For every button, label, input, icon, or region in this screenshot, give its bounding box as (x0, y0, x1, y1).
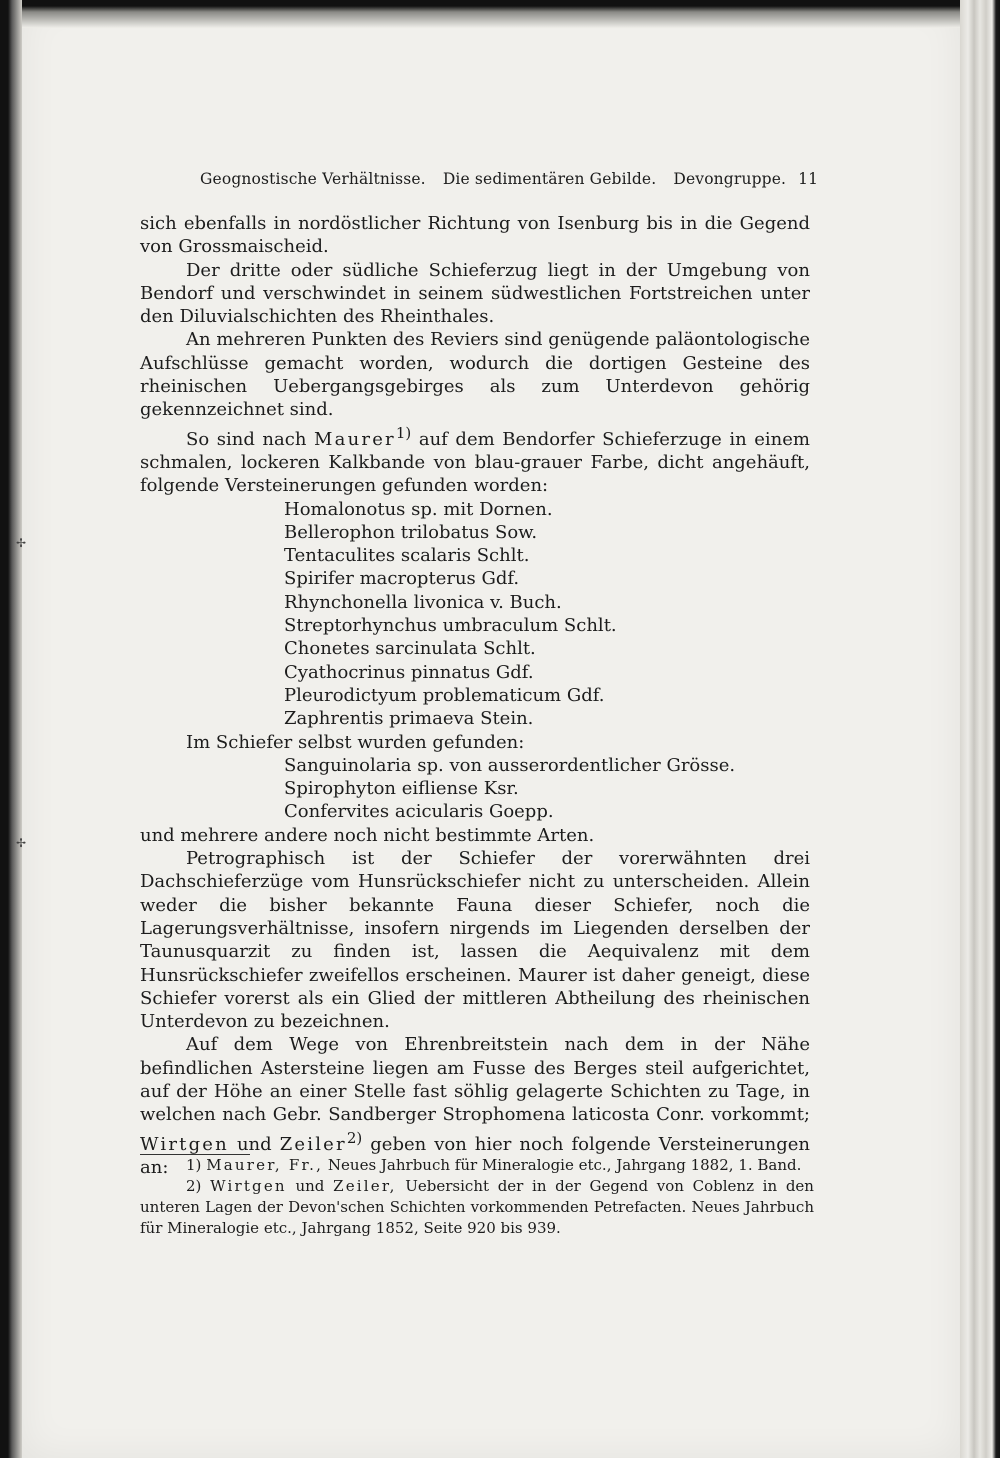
paragraph: und mehrere andere noch nicht bestimmte Arten. (140, 824, 595, 846)
fossil-item: Streptorhynchus umbraculum Schlt. (284, 615, 617, 637)
author-name: Zeiler, (333, 1177, 397, 1195)
author-name: Wirtgen (140, 1133, 229, 1155)
margin-mark-icon: ✢ (16, 536, 27, 550)
running-title-part: Geognostische Verhältnisse. (200, 170, 426, 188)
top-page-edge (22, 0, 960, 28)
fossil-item: Confervites acicularis Goepp. (284, 801, 554, 823)
paragraph: Der dritte oder südliche Schieferzug liegt in der Umgebung von Bendorf und verschwindet in seinem südwestlichen Fortstreichen unter den Diluvialschichten des Rheinthales. (140, 259, 810, 328)
left-binding-edge (0, 0, 22, 1458)
fossil-item: Pleurodictyum problematicum Gdf. (284, 684, 605, 706)
fossil-item: Homalonotus sp. mit Dornen. (284, 498, 553, 520)
running-title (200, 170, 798, 188)
text-run: Neues Jahrbuch für Mineralogie etc., Jahrgang 1882, 1. Band. (327, 1156, 802, 1174)
text-run: Uebersicht der in der Gegend von Coblenz in den unteren Lagen der Devon'schen Schichten vorkommenden Petrefacten. Neues Jahrbuch für Mineralogie etc., Jahrgang 1852, Seite 920 bis 939. (140, 1177, 814, 1237)
footnote-number: 1) (186, 1156, 202, 1174)
paragraph: An mehreren Punkten des Reviers sind genügende paläontologische Aufschlüsse gemacht worden, wodurch die dortigen Gesteine des rheinischen Uebergangsgebirges als zum Unterdevon gehörig gekennzeichnet sind. (140, 329, 810, 421)
text-run: Auf dem Wege von Ehrenbreitstein nach dem in der Nähe befindlichen Astersteine liegen am Fusse des Berges steil aufgerichtet, auf der Höhe an einer Stelle fast söhlig gelagerte Schichten zu Tage, in welchen nach Gebr. Sandberger Strophomena laticosta Conr. vorkommt; (140, 1034, 810, 1126)
author-name: Maurer, Fr., (206, 1156, 324, 1174)
text-run: So sind nach (186, 428, 307, 450)
text-run: und (236, 1133, 272, 1155)
fossil-item: Sanguinolaria sp. von ausserordentlicher Grösse. (284, 754, 736, 776)
margin-mark-icon: ✢ (16, 836, 27, 850)
fossil-item: Chonetes sarcinulata Schlt. (284, 638, 536, 660)
fossil-item: Bellerophon trilobatus Sow. (284, 521, 538, 543)
footnote-ref: 1) (395, 423, 412, 442)
footnote-number: 2) (186, 1177, 202, 1195)
right-page-stack-edge (960, 0, 1000, 1458)
footnote (140, 1155, 814, 1176)
running-header (200, 170, 819, 188)
fossil-item: Rhynchonella livonica v. Buch. (284, 591, 562, 613)
text-run: auf dem Bendorfer Schieferzuge in einem schmalen, lockeren Kalkbande von blau-grauer Farbe, dicht angehäuft, folgende Versteinerungen gefunden worden: (140, 428, 810, 497)
main-text (140, 212, 810, 1179)
fossil-item: Zaphrentis primaeva Stein. (284, 708, 534, 730)
text-run: geben von hier noch folgende Versteinerungen an: (140, 1133, 811, 1178)
footnote-ref: 2) (346, 1128, 363, 1147)
author-name: Maurer (314, 428, 396, 450)
footnotes (140, 1155, 814, 1239)
footnote (140, 1176, 814, 1239)
running-title-part: Die sedimentären Gebilde. (442, 170, 657, 188)
paragraph: Petrographisch ist der Schiefer der vorerwähnten drei Dachschieferzüge vom Hunsrückschiefer nicht zu unterscheiden. Allein weder die bisher bekannte Fauna dieser Schiefer, noch die Lagerungsverhältnisse, insofern nirgends im Liegenden derselben der Taunusquarzit zu finden ist, lassen die Aequivalenz mit dem Hunsrückschiefer zweifellos erscheinen. Maurer ist daher geneigt, diese Schiefer vorerst als ein Glied der mittleren Abtheilung des rheinischen Unterdevon zu bezeichnen. (140, 848, 810, 1033)
page-number: 11 (798, 170, 819, 188)
fossil-item: Spirifer macropterus Gdf. (284, 568, 520, 590)
author-name: Wirtgen (210, 1177, 287, 1195)
fossil-item: Spirophyton eifliense Ksr. (284, 778, 519, 800)
running-title-part: Devongruppe. (673, 170, 787, 188)
text-run: und (295, 1177, 325, 1195)
paragraph: Im Schiefer selbst wurden gefunden: (186, 731, 525, 753)
paragraph (140, 422, 810, 498)
fossil-item: Tentaculites scalaris Schlt. (284, 545, 530, 567)
author-name: Zeiler (279, 1133, 347, 1155)
fossil-item: Cyathocrinus pinnatus Gdf. (284, 661, 534, 683)
paragraph: sich ebenfalls in nordöstlicher Richtung von Isenburg bis in die Gegend von Grossmaischeid. (140, 213, 810, 258)
